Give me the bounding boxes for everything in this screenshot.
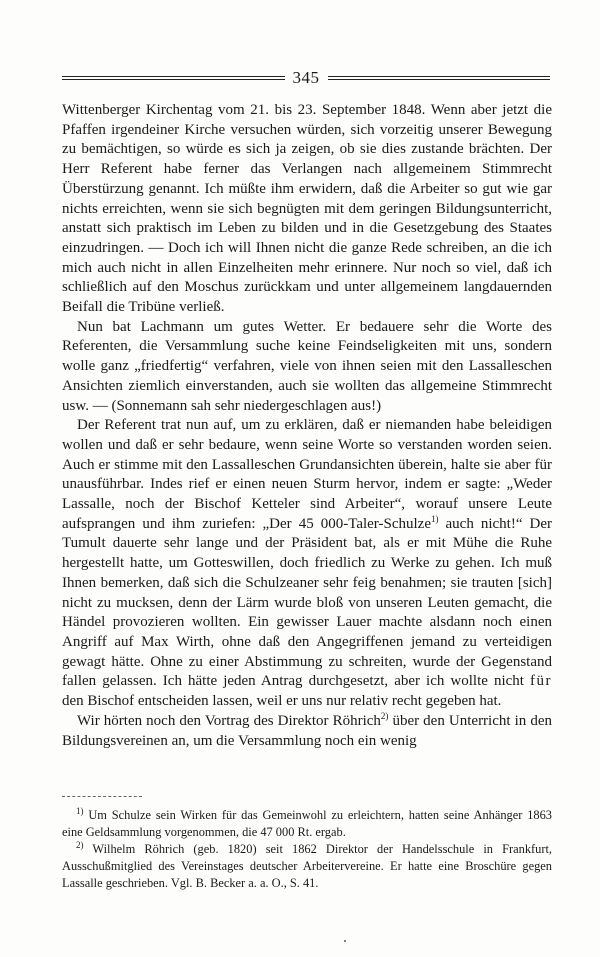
paragraph: Nun bat Lachmann um gutes Wetter. Er bedauere sehr die Worte des Referenten, die Versammlung suche keine Feindseligkeiten mit uns, sondern wolle ganz „friedfertig“ verfahren, viele von ihnen seien mit den Lassalleschen Ansichten ziemlich einverstanden, auch sie wollten das allgemeine Stimmrecht usw. — (Sonnemann sah sehr niedergeschlagen aus!)	[62, 318, 552, 414]
footnote-text: Um Schulze sein Wirken für das Gemeinwohl zu erleichtern, hatten seine Anhänger 1863 eine Geldsammlung vorgenommen, die 47 000 Rt. ergab.	[62, 808, 552, 839]
main-text	[62, 101, 552, 751]
footnotes	[62, 807, 552, 892]
footnote-marker: 1)	[76, 805, 84, 816]
paragraph-text: auch nicht!“ Der Tumult dauerte sehr lange und der Präsident bat, als er mit Mühe die Ruhe hergestellt hatte, um Gotteswillen, doch friedlich zu Werke zu gehen. Ich muß Ihnen bemerken, daß sich die Schulzeaner sehr feig benahmen; sie trauten [sich] nicht zu mucksen, denn der Lärm wurde bloß von unseren Leuten gemacht, die Händel provozieren wollten. Ein gewisser Lauer machte alsdann noch einen Angriff auf Max Wirth, ohne daß den Angegriffenen jemand zu verteidigen gewagt hätte. Ohne zu einer Abstimmung zu schreiten, wurde der Gegenstand fallen gelassen. Ich hätte jeden Antrag durchgesetzt, aber ich wollte nicht	[62, 515, 553, 690]
footnote	[62, 841, 552, 892]
page-number: 345	[292, 68, 320, 87]
paragraph-text: Der Referent trat nun auf, um zu erklären, daß er niemanden habe beleidigen wollen und daß er sehr bedaure, wenn seine Worte so verstanden worden seien. Auch er stimme mit den Lassalleschen Grundansichten überein, halte sie aber für unausführbar. Indes rief er einen neuen Sturm hervor, indem er sagte: „Weder Lassalle, noch der Bischof Ketteler sind Arbeiter“, worauf unsere Leute aufsprangen und ihm zuriefen: „Der 45 000-Taler-Schulze	[62, 417, 552, 532]
paragraph-text: über den Unterricht in den Bildungsvereinen an, um die Versammlung noch ein wenig	[62, 712, 553, 749]
paragraph-text: den Bischof entscheiden lassen, weil er uns nur relativ recht gegeben hat.	[62, 693, 502, 710]
speck	[344, 940, 346, 942]
paragraph: Wittenberger Kirchentag vom 21. bis 23. September 1848. Wenn aber jetzt die Pfaffen irgendeiner Kirche versuchen würden, sich vorzeitig unserer Bewegung zu bemächtigen, so würde es sich ja zeigen, ob sie dies zustande brächten. Der Herr Referent habe ferner das Verlangen nach allgemeinem Stimmrecht Überstürzung genannt. Ich müßte ihm erwidern, daß die Arbeiter so gut wie gar nichts erreichten, wenn sie sich begnügten mit dem geringen Bildungsunterricht, anstatt sich praktisch im Leben zu bilden und in die Gesetzgebung des Staates einzudringen. — Doch ich will Ihnen nicht die ganze Rede schreiben, an die ich mich auch nicht in allen Einzelheiten mehr erinnere. Nur noch so viel, daß ich schließlich auf den Moschus zurückkam und unter allgemeinem langdauernden Beifall die Tribüne verließ.	[62, 102, 552, 316]
footnote-marker: 2)	[76, 839, 84, 850]
header-rule-left	[62, 76, 285, 80]
footnote	[62, 807, 552, 841]
footnote-text: Wilhelm Röhrich (geb. 1820) seit 1862 Direktor der Handelsschule in Frankfurt, Ausschußmitglied des Vereinstages deutscher Arbeitervereine. Er hatte eine Broschüre gegen Lassalle geschrieben. Vgl. B. Becker a. a. O., S. 41.	[62, 842, 552, 890]
paragraph	[62, 416, 552, 712]
running-header	[62, 66, 550, 90]
footnote-reference: 1)	[430, 513, 439, 524]
paragraph	[62, 712, 552, 751]
paragraph-text: Wir hörten noch den Vortrag des Direktor Röhrich	[77, 712, 381, 729]
footnote-reference: 2)	[380, 710, 389, 721]
footnote-separator	[62, 796, 142, 797]
header-rule-right	[328, 76, 551, 80]
emphasized-text: für	[530, 673, 552, 690]
